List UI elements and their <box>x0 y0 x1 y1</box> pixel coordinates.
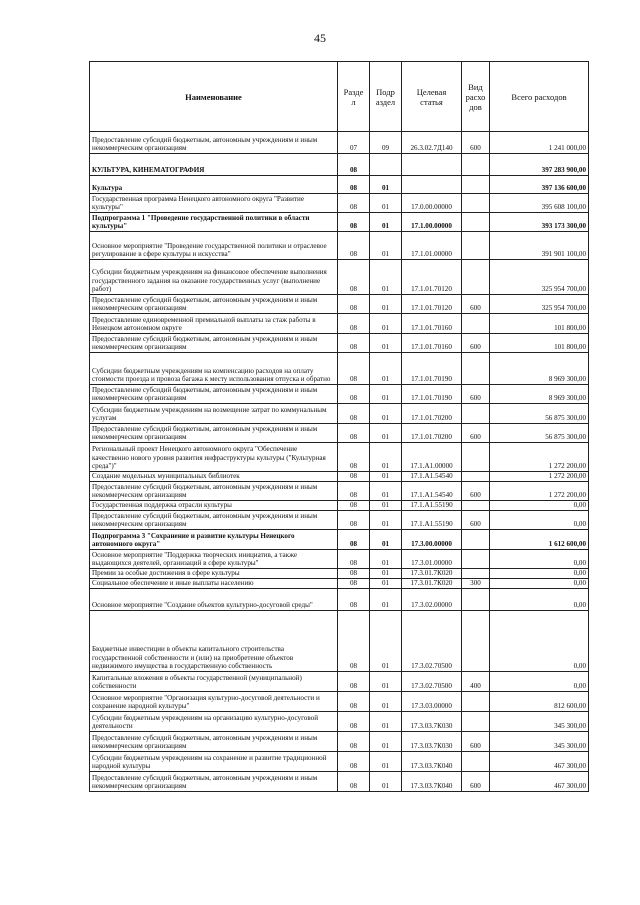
cell-target: 17.1.A1.54540 <box>402 472 462 482</box>
cell-subsection: 01 <box>370 404 402 424</box>
table-row <box>90 672 589 692</box>
header-section: Разде л <box>338 62 370 132</box>
cell-subsection: 01 <box>370 732 402 752</box>
cell-total: 397 136 600,00 <box>490 176 589 194</box>
table-row <box>90 611 589 672</box>
cell-section: 08 <box>338 176 370 194</box>
table-row <box>90 589 589 611</box>
cell-target: 17.1.00.00000 <box>402 213 462 232</box>
table-row <box>90 176 589 194</box>
cell-subsection <box>370 154 402 176</box>
cell-target: 17.3.01.00000 <box>402 550 462 569</box>
cell-target: 17.1.01.00000 <box>402 232 462 260</box>
cell-name: Создание модельных муниципальных библиотек <box>90 472 338 482</box>
table-row <box>90 213 589 232</box>
table-row <box>90 472 589 482</box>
cell-section: 08 <box>338 232 370 260</box>
header-type: Вид расхо дов <box>462 62 490 132</box>
cell-total: 1 241 000,00 <box>490 132 589 154</box>
cell-type <box>462 260 490 295</box>
cell-total: 8 969 300,00 <box>490 353 589 385</box>
cell-total: 393 173 300,00 <box>490 213 589 232</box>
cell-target: 17.1.01.70120 <box>402 295 462 314</box>
cell-name: Предоставление субсидий бюджетным, автономным учреждениям и иным некоммерческим организациям <box>90 295 338 314</box>
table-row <box>90 194 589 213</box>
cell-target: 17.1.A1.55190 <box>402 501 462 511</box>
cell-total: 0,00 <box>490 550 589 569</box>
cell-type <box>462 314 490 334</box>
cell-total: 391 901 100,00 <box>490 232 589 260</box>
cell-section: 08 <box>338 752 370 772</box>
cell-name: Предоставление субсидий бюджетным, автономным учреждениям и иным некоммерческим организациям <box>90 132 338 154</box>
cell-section: 08 <box>338 569 370 579</box>
cell-type <box>462 501 490 511</box>
cell-total: 0,00 <box>490 569 589 579</box>
cell-target: 17.1.01.70160 <box>402 314 462 334</box>
cell-total: 56 875 300,00 <box>490 424 589 443</box>
cell-type <box>462 213 490 232</box>
table-row <box>90 334 589 353</box>
table-row <box>90 232 589 260</box>
table-row <box>90 501 589 511</box>
cell-section: 08 <box>338 672 370 692</box>
table-row <box>90 260 589 295</box>
cell-target: 17.1.01.70190 <box>402 385 462 404</box>
cell-type <box>462 530 490 550</box>
cell-subsection: 01 <box>370 295 402 314</box>
cell-total: 467 300,00 <box>490 772 589 792</box>
cell-total: 1 612 600,00 <box>490 530 589 550</box>
cell-target: 17.1.01.70160 <box>402 334 462 353</box>
cell-subsection: 01 <box>370 482 402 501</box>
cell-type: 300 <box>462 579 490 589</box>
cell-type <box>462 353 490 385</box>
cell-name: Государственная поддержка отрасли культуры <box>90 501 338 511</box>
cell-section: 08 <box>338 611 370 672</box>
table-body <box>90 132 589 792</box>
cell-target: 17.1.A1.55190 <box>402 511 462 530</box>
cell-subsection: 09 <box>370 132 402 154</box>
cell-subsection: 01 <box>370 589 402 611</box>
cell-name: Предоставление субсидий бюджетным, автономным учреждениям и иным некоммерческим организациям <box>90 385 338 404</box>
cell-subsection: 01 <box>370 424 402 443</box>
cell-type <box>462 752 490 772</box>
cell-section: 08 <box>338 530 370 550</box>
header-target: Целевая статья <box>402 62 462 132</box>
cell-name: Предоставление субсидий бюджетным, автономным учреждениям и иным некоммерческим организациям <box>90 482 338 501</box>
cell-subsection: 01 <box>370 443 402 472</box>
cell-section: 08 <box>338 482 370 501</box>
cell-type <box>462 589 490 611</box>
table-row <box>90 752 589 772</box>
cell-name: Премии за особые достижения в сфере культуры <box>90 569 338 579</box>
cell-subsection: 01 <box>370 550 402 569</box>
cell-target: 17.1.A1.54540 <box>402 482 462 501</box>
table-header-row <box>90 62 589 132</box>
cell-subsection: 01 <box>370 385 402 404</box>
cell-subsection: 01 <box>370 314 402 334</box>
cell-subsection: 01 <box>370 611 402 672</box>
cell-section: 08 <box>338 443 370 472</box>
cell-total: 0,00 <box>490 589 589 611</box>
cell-subsection: 01 <box>370 213 402 232</box>
cell-type <box>462 443 490 472</box>
cell-section: 08 <box>338 194 370 213</box>
cell-type <box>462 550 490 569</box>
cell-section: 08 <box>338 353 370 385</box>
cell-total: 397 283 900,00 <box>490 154 589 176</box>
cell-section: 08 <box>338 404 370 424</box>
table-row <box>90 511 589 530</box>
cell-subsection: 01 <box>370 712 402 732</box>
cell-target: 17.3.01.7К020 <box>402 569 462 579</box>
cell-name: Основное мероприятие "Создание объектов культурно-досуговой среды" <box>90 589 338 611</box>
cell-type: 600 <box>462 772 490 792</box>
cell-subsection: 01 <box>370 334 402 353</box>
cell-total: 345 300,00 <box>490 732 589 752</box>
cell-name: Региональный проект Ненецкого автономного округа "Обеспечение качественно нового уровня развития инфраструктуры культуры ("Культурная среда")" <box>90 443 338 472</box>
cell-section: 08 <box>338 385 370 404</box>
cell-subsection: 01 <box>370 194 402 213</box>
page-number: 45 <box>314 31 326 45</box>
cell-target: 17.1.01.70190 <box>402 353 462 385</box>
cell-total: 0,00 <box>490 579 589 589</box>
cell-section: 08 <box>338 589 370 611</box>
cell-section: 08 <box>338 692 370 712</box>
header-subsection: Подр аздел <box>370 62 402 132</box>
cell-name: Основное мероприятие "Проведение государственной политики и отраслевое регулирование в сфере культуры и искусства" <box>90 232 338 260</box>
table-row <box>90 443 589 472</box>
table-row <box>90 550 589 569</box>
cell-type <box>462 404 490 424</box>
cell-name: Капитальные вложения в объекты государственной (муниципальной) собственности <box>90 672 338 692</box>
cell-subsection: 01 <box>370 752 402 772</box>
cell-target: 17.3.03.7К040 <box>402 752 462 772</box>
cell-name: Культура <box>90 176 338 194</box>
cell-name: Предоставление субсидий бюджетным, автономным учреждениям и иным некоммерческим организациям <box>90 772 338 792</box>
table-row <box>90 295 589 314</box>
cell-target: 17.1.01.70200 <box>402 424 462 443</box>
cell-total: 1 272 200,00 <box>490 482 589 501</box>
cell-subsection: 01 <box>370 530 402 550</box>
cell-section: 08 <box>338 511 370 530</box>
cell-type: 600 <box>462 482 490 501</box>
cell-total: 467 300,00 <box>490 752 589 772</box>
cell-type: 600 <box>462 132 490 154</box>
cell-section: 08 <box>338 579 370 589</box>
cell-target: 17.3.03.7К040 <box>402 772 462 792</box>
cell-subsection: 01 <box>370 472 402 482</box>
cell-name: КУЛЬТУРА, КИНЕМАТОГРАФИЯ <box>90 154 338 176</box>
cell-name: Предоставление единовременной премиальной выплаты за стаж работы в Ненецком автономном округе <box>90 314 338 334</box>
cell-type <box>462 232 490 260</box>
cell-section: 08 <box>338 295 370 314</box>
cell-name: Предоставление субсидий бюджетным, автономным учреждениям и иным некоммерческим организациям <box>90 511 338 530</box>
cell-section: 08 <box>338 472 370 482</box>
cell-target: 17.1.01.70120 <box>402 260 462 295</box>
cell-total: 345 300,00 <box>490 712 589 732</box>
cell-total: 812 600,00 <box>490 692 589 712</box>
cell-name: Субсидии бюджетным учреждениям на возмещение затрат по коммунальным услугам <box>90 404 338 424</box>
table-row <box>90 732 589 752</box>
cell-section: 08 <box>338 260 370 295</box>
cell-type <box>462 194 490 213</box>
cell-type: 600 <box>462 295 490 314</box>
cell-target: 17.3.01.7К020 <box>402 579 462 589</box>
cell-name: Субсидии бюджетным учреждениям на организацию культурно-досуговой деятельности <box>90 712 338 732</box>
table-row <box>90 579 589 589</box>
cell-total: 395 608 100,00 <box>490 194 589 213</box>
table-row <box>90 712 589 732</box>
cell-type: 600 <box>462 385 490 404</box>
cell-subsection: 01 <box>370 772 402 792</box>
cell-name: Субсидии бюджетным учреждениям на компенсацию расходов на оплату стоимости проезда и провоза багажа к месту использования отпуска и обратно <box>90 353 338 385</box>
cell-section: 08 <box>338 772 370 792</box>
cell-subsection: 01 <box>370 176 402 194</box>
cell-type: 600 <box>462 424 490 443</box>
cell-name: Основное мероприятие "Поддержка творческих инициатив, а также выдающихся деятелей, организаций в сфере культуры" <box>90 550 338 569</box>
cell-total: 8 969 300,00 <box>490 385 589 404</box>
cell-name: Государственная программа Ненецкого автономного округа "Развитие культуры" <box>90 194 338 213</box>
cell-subsection: 01 <box>370 232 402 260</box>
cell-target: 17.3.02.00000 <box>402 589 462 611</box>
cell-type <box>462 176 490 194</box>
header-name: Наименование <box>90 62 338 132</box>
cell-name: Подпрограмма 3 "Сохранение и развитие культуры Ненецкого автономного округа" <box>90 530 338 550</box>
cell-subsection: 01 <box>370 672 402 692</box>
cell-target: 17.1.A1.00000 <box>402 443 462 472</box>
cell-total: 1 272 200,00 <box>490 472 589 482</box>
cell-type <box>462 154 490 176</box>
cell-section: 08 <box>338 154 370 176</box>
cell-name: Субсидии бюджетным учреждениям на финансовое обеспечение выполнения государственного задания на оказание государственных услуг (выполнение работ) <box>90 260 338 295</box>
cell-target: 17.3.02.70500 <box>402 611 462 672</box>
table-row <box>90 314 589 334</box>
cell-name: Бюджетные инвестиции в объекты капитального строительства государственной собственности и (или) на приобретение объектов недвижимого имущества в государственную собственность <box>90 611 338 672</box>
cell-name: Предоставление субсидий бюджетным, автономным учреждениям и иным некоммерческим организациям <box>90 424 338 443</box>
table-row <box>90 154 589 176</box>
cell-section: 08 <box>338 732 370 752</box>
cell-type: 600 <box>462 511 490 530</box>
cell-section: 08 <box>338 550 370 569</box>
cell-type <box>462 712 490 732</box>
cell-total: 0,00 <box>490 672 589 692</box>
cell-type <box>462 472 490 482</box>
cell-subsection: 01 <box>370 579 402 589</box>
cell-subsection: 01 <box>370 511 402 530</box>
table-row <box>90 772 589 792</box>
cell-subsection: 01 <box>370 569 402 579</box>
cell-target: 17.3.00.00000 <box>402 530 462 550</box>
cell-type: 600 <box>462 732 490 752</box>
cell-name: Субсидии бюджетным учреждениям на сохранение и развитие традиционной народной культуры <box>90 752 338 772</box>
cell-target <box>402 176 462 194</box>
cell-subsection: 01 <box>370 692 402 712</box>
cell-total: 101 800,00 <box>490 334 589 353</box>
cell-name: Предоставление субсидий бюджетным, автономным учреждениям и иным некоммерческим организациям <box>90 732 338 752</box>
cell-total: 56 875 300,00 <box>490 404 589 424</box>
cell-name: Подпрограмма 1 "Проведение государственной политики в области культуры" <box>90 213 338 232</box>
cell-subsection: 01 <box>370 353 402 385</box>
cell-total: 101 800,00 <box>490 314 589 334</box>
cell-target: 17.1.01.70200 <box>402 404 462 424</box>
cell-target: 17.3.03.7К030 <box>402 712 462 732</box>
cell-type: 600 <box>462 334 490 353</box>
cell-subsection: 01 <box>370 501 402 511</box>
header-total: Всего расходов <box>490 62 589 132</box>
table-row <box>90 404 589 424</box>
expenditure-table <box>89 61 589 792</box>
cell-type <box>462 692 490 712</box>
table-row <box>90 692 589 712</box>
cell-section: 08 <box>338 424 370 443</box>
cell-section: 08 <box>338 712 370 732</box>
cell-target: 17.3.03.00000 <box>402 692 462 712</box>
cell-target <box>402 154 462 176</box>
table-row <box>90 132 589 154</box>
cell-section: 08 <box>338 314 370 334</box>
cell-name: Основное мероприятие "Организация культурно-досуговой деятельности и сохранение народной культуры" <box>90 692 338 712</box>
cell-type: 400 <box>462 672 490 692</box>
cell-section: 07 <box>338 132 370 154</box>
cell-total: 325 954 700,00 <box>490 260 589 295</box>
table-row <box>90 569 589 579</box>
cell-total: 1 272 200,00 <box>490 443 589 472</box>
cell-section: 08 <box>338 501 370 511</box>
table-row <box>90 530 589 550</box>
cell-name: Социальное обеспечение и иные выплаты населению <box>90 579 338 589</box>
cell-total: 0,00 <box>490 611 589 672</box>
cell-target: 26.3.02.7Д140 <box>402 132 462 154</box>
cell-type <box>462 611 490 672</box>
cell-target: 17.3.02.70500 <box>402 672 462 692</box>
cell-name: Предоставление субсидий бюджетным, автономным учреждениям и иным некоммерческим организациям <box>90 334 338 353</box>
table-row <box>90 482 589 501</box>
cell-section: 08 <box>338 213 370 232</box>
cell-target: 17.0.00.00000 <box>402 194 462 213</box>
cell-total: 0,00 <box>490 511 589 530</box>
cell-target: 17.3.03.7К030 <box>402 732 462 752</box>
cell-type <box>462 569 490 579</box>
table-row <box>90 424 589 443</box>
cell-subsection: 01 <box>370 260 402 295</box>
table-row <box>90 385 589 404</box>
cell-total: 0,00 <box>490 501 589 511</box>
table-row <box>90 353 589 385</box>
cell-section: 08 <box>338 334 370 353</box>
cell-total: 325 954 700,00 <box>490 295 589 314</box>
